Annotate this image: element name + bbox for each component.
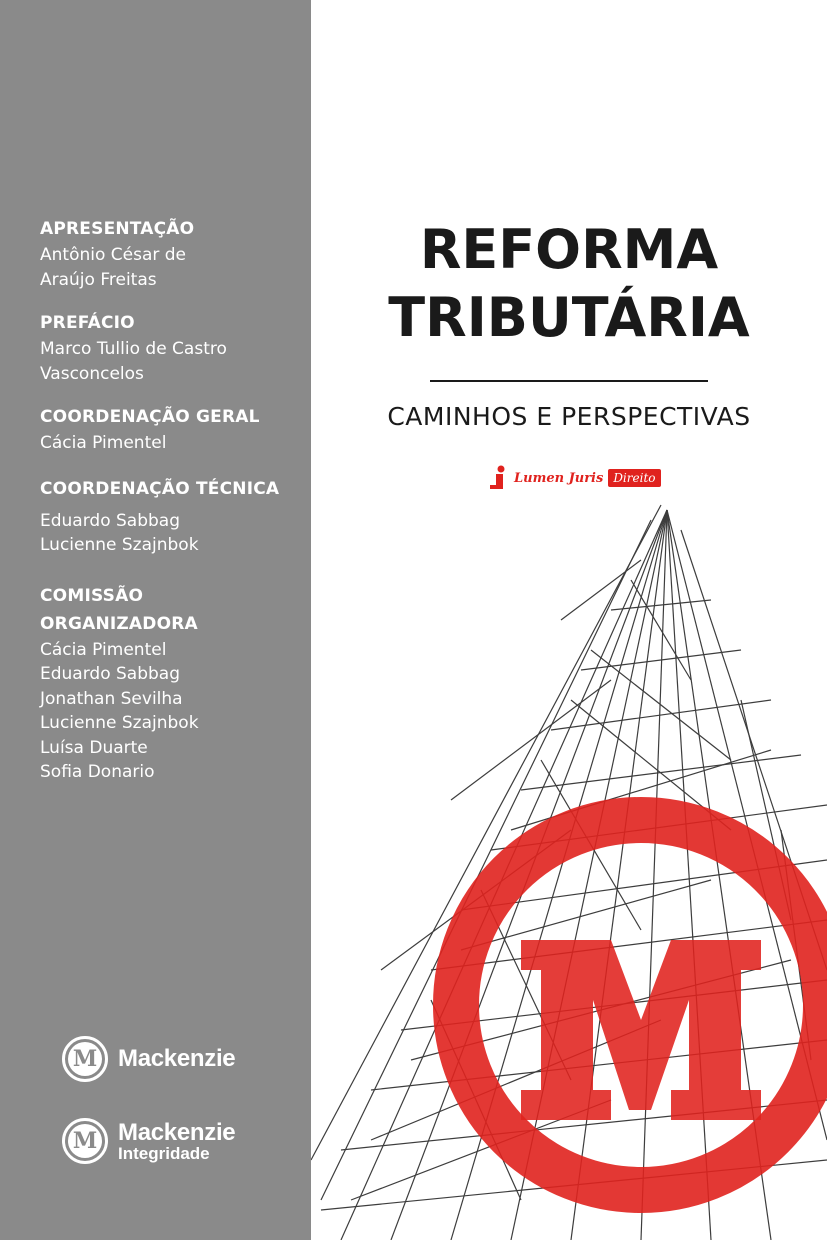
credit-name: Jonathan Sevilha [40, 688, 183, 709]
logo-subname: Integridade [118, 1143, 210, 1163]
credit-name: Cácia Pimentel [40, 433, 167, 453]
book-title [311, 216, 827, 352]
credit-comissao-organizadora [40, 582, 305, 785]
lumen-juris-icon [488, 465, 510, 491]
credit-name: Marco Tullio de Castro [40, 339, 227, 359]
credit-name: Cácia Pimentel [40, 639, 167, 660]
credit-heading: ORGANIZADORA [40, 613, 198, 634]
credit-name: Luísa Duarte [40, 737, 148, 758]
publisher-badge: Direito [608, 469, 660, 487]
mackenzie-emblem [456, 820, 826, 1190]
credit-name: Vasconcelos [40, 363, 144, 384]
logo-name: Mackenzie [118, 1118, 236, 1146]
credit-name: Lucienne Szajnbok [40, 535, 199, 555]
mackenzie-emblem-icon [62, 1036, 108, 1082]
emblem-letter: M [68, 1042, 102, 1076]
title-line: REFORMA [419, 218, 719, 281]
credit-name: Sofia Donario [40, 762, 155, 782]
credit-name: Eduardo Sabbag [40, 664, 181, 684]
credit-apresentacao [40, 216, 305, 292]
credit-heading: APRESENTAÇÃO [40, 219, 195, 239]
title-line: TRIBUTÁRIA [388, 286, 750, 349]
publisher-logo [488, 465, 661, 491]
mackenzie-logo [62, 1036, 235, 1082]
logo-name: Mackenzie [118, 1045, 236, 1072]
credit-heading: PREFÁCIO [40, 313, 135, 333]
credit-coordenacao-geral [40, 404, 305, 456]
credit-heading: COORDENAÇÃO GERAL [40, 407, 260, 427]
credit-heading: COORDENAÇÃO TÉCNICA [40, 478, 280, 499]
credit-name: Lucienne Szajnbok [40, 713, 199, 733]
credits-list [40, 216, 305, 785]
credit-heading: COMISSÃO [40, 585, 144, 606]
title-divider [430, 380, 708, 382]
credit-name: Eduardo Sabbag [40, 510, 181, 531]
mackenzie-integridade-logo [62, 1118, 235, 1164]
credit-coordenacao-tecnica [40, 476, 305, 558]
book-subtitle: CAMINHOS E PERSPECTIVAS [387, 402, 751, 431]
cover-art [311, 500, 827, 1240]
mackenzie-emblem-icon [62, 1118, 108, 1164]
publisher-name: Lumen Juris [514, 470, 604, 486]
credit-prefacio [40, 310, 305, 386]
emblem-letter: M [68, 1124, 102, 1158]
credit-name: Antônio César de [40, 245, 187, 265]
credits-sidebar [0, 0, 311, 1240]
credit-name: Araújo Freitas [40, 269, 157, 290]
